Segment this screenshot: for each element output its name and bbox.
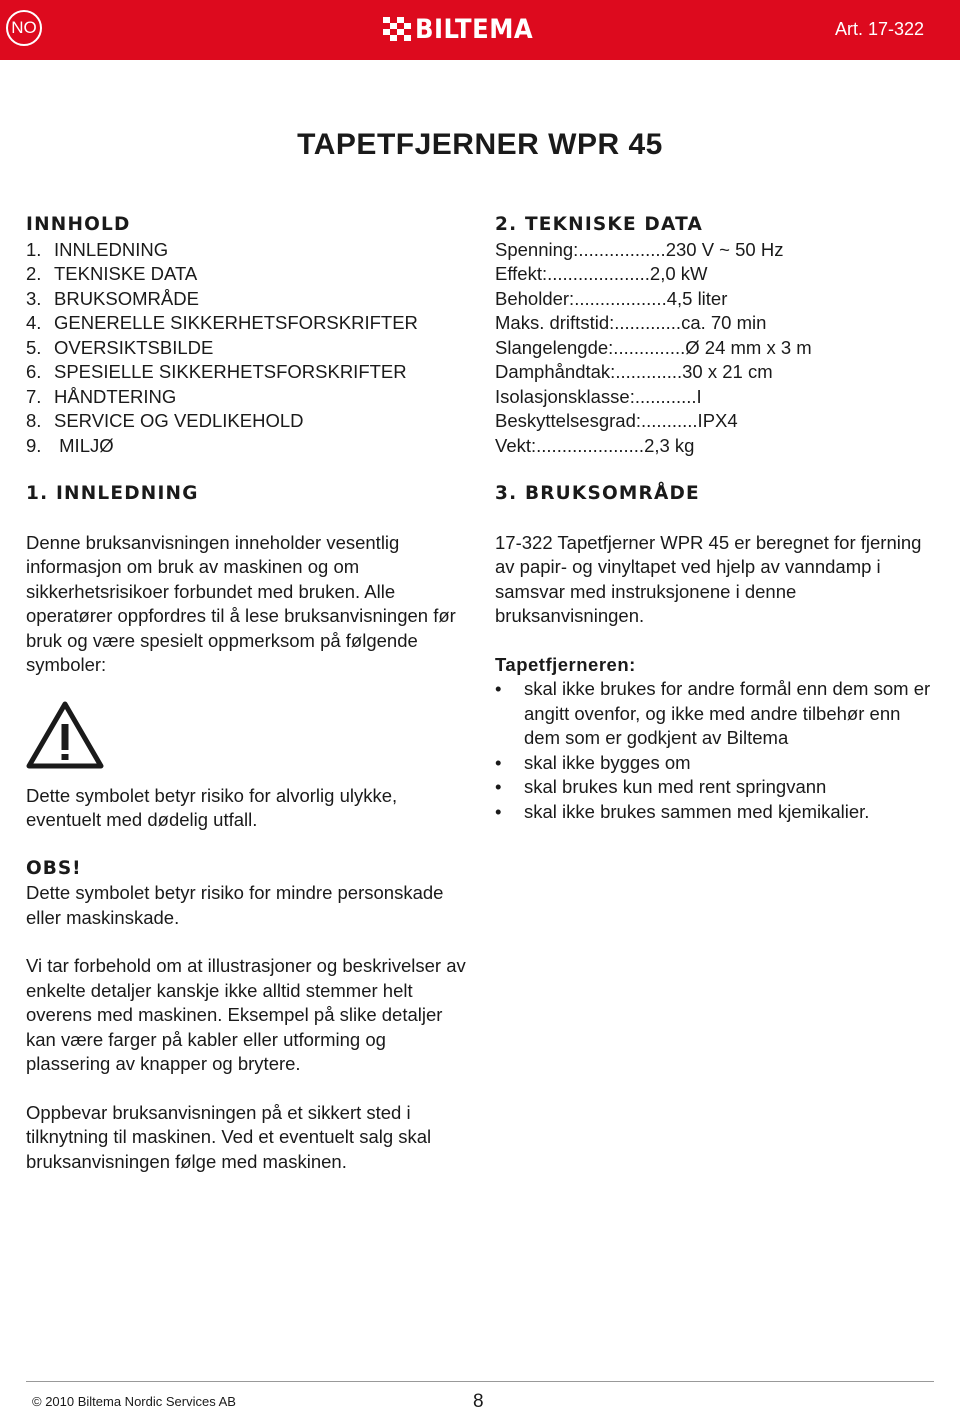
obs-description: Dette symbolet betyr risiko for mindre personskade eller maskinskade. xyxy=(26,882,444,928)
toc-number: 9. xyxy=(26,434,42,456)
list-item xyxy=(495,775,935,800)
toc-label: SERVICE OG VEDLIKEHOLD xyxy=(54,410,304,431)
toc-label: BRUKSOMRÅDE xyxy=(54,287,199,309)
footer-divider xyxy=(26,1381,934,1382)
spec-row: Damphåndtak:.............30 x 21 cm xyxy=(495,361,773,382)
toc-label: OVERSIKTSBILDE xyxy=(54,336,214,358)
list-item xyxy=(495,800,935,825)
bullet-icon: • xyxy=(495,751,502,773)
page-number: 8 xyxy=(473,1391,484,1412)
spec-row: Beskyttelsesgrad:...........IPX4 xyxy=(495,410,738,431)
toc-item xyxy=(26,238,466,263)
toc-item xyxy=(26,385,466,410)
toc-item xyxy=(26,287,466,312)
toc-number: 5. xyxy=(26,336,42,358)
bullet-text: skal ikke brukes sammen med kjemikalier. xyxy=(524,800,870,822)
section-heading-intro: 1. INNLEDNING xyxy=(26,483,199,504)
copyright-notice: © 2010 Biltema Nordic Services AB xyxy=(32,1394,236,1409)
toc-number: 2. xyxy=(26,263,42,284)
spec-row: Slangelengde:..............Ø 24 mm x 3 m xyxy=(495,336,812,358)
section-heading-usage: 3. BRUKSOMRÅDE xyxy=(495,483,700,504)
bullet-icon: • xyxy=(495,800,502,822)
usage-subheading: Tapetfjerneren: xyxy=(495,653,636,675)
spec-row: Vekt:.....................2,3 kg xyxy=(495,434,695,456)
toc-number: 1. xyxy=(26,238,42,260)
article-number: Art. 17-322 xyxy=(834,19,924,39)
spec-row: Isolasjonsklasse:............I xyxy=(495,385,702,407)
bullet-text: skal ikke bygges om xyxy=(524,751,691,773)
toc-label: SPESIELLE SIKKERHETSFORSKRIFTER xyxy=(54,361,407,382)
toc-item xyxy=(26,336,466,361)
bullet-icon: • xyxy=(495,776,502,797)
bullet-text: skal ikke brukes for andre formål enn dem som er angitt ovenfor, og ikke med andre tilbehør enn dem som er godkjent av Biltema xyxy=(524,678,931,748)
usage-bullet-list xyxy=(495,677,935,824)
document-title: TAPETFJERNER WPR 45 xyxy=(297,128,663,161)
left-column xyxy=(26,213,466,1174)
toc-number: 6. xyxy=(26,361,42,382)
toc-number: 8. xyxy=(26,410,42,431)
section-heading-tech: 2. TEKNISKE DATA xyxy=(495,214,703,235)
toc-number: 7. xyxy=(26,385,42,407)
warning-triangle-icon xyxy=(26,700,466,780)
spec-row: Spenning:.................230 V ~ 50 Hz xyxy=(495,238,784,260)
spec-row: Effekt:....................2,0 kW xyxy=(495,263,708,284)
toc-item xyxy=(26,360,466,385)
list-item xyxy=(495,677,935,751)
tech-spec-list xyxy=(495,238,935,459)
spec-row: Maks. driftstid:.............ca. 70 min xyxy=(495,312,767,333)
language-badge: NO xyxy=(6,10,42,46)
toc-label: GENERELLE SIKKERHETSFORSKRIFTER xyxy=(54,312,418,333)
brand-name: BILTEMA xyxy=(415,13,534,45)
intro-paragraph: Denne bruksanvisningen inneholder vesentlig informasjon om bruk av maskinen og om sikkerhetsrisikoer forbundet med bruken. Alle operatører oppfordres til å lese bruksanvisningen før bruk og være spesielt oppmerksom på følgende symboler: xyxy=(26,531,456,675)
table-of-contents xyxy=(26,238,466,459)
list-item xyxy=(495,751,935,776)
warning-description: Dette symbolet betyr risiko for alvorlig ulykke, eventuelt med dødelig utfall. xyxy=(26,784,398,830)
header-bar xyxy=(0,0,960,60)
toc-item xyxy=(26,434,466,459)
bullet-icon: • xyxy=(495,678,502,699)
toc-heading: INNHOLD xyxy=(26,214,131,235)
right-column xyxy=(495,213,935,824)
brand-logo xyxy=(383,14,533,44)
spec-row: Beholder:..................4,5 liter xyxy=(495,287,728,309)
toc-number: 4. xyxy=(26,312,42,333)
toc-item xyxy=(26,262,466,287)
storage-paragraph: Oppbevar bruksanvisningen på et sikkert sted i tilknytning til maskinen. Ved et eventuelt salg skal bruksanvisningen følge med maskinen. xyxy=(26,1101,432,1172)
toc-item xyxy=(26,409,466,434)
checkered-flag-icon xyxy=(383,17,411,41)
toc-label: MILJØ xyxy=(54,434,114,456)
bullet-text: skal brukes kun med rent springvann xyxy=(524,776,827,797)
toc-item xyxy=(26,311,466,336)
usage-paragraph: 17-322 Tapetfjerner WPR 45 er beregnet for fjerning av papir- og vinyltapet ved hjelp av vanndamp i samsvar med instruksjonene i denne bruksanvisningen. xyxy=(495,531,922,626)
toc-label: TEKNISKE DATA xyxy=(54,263,198,284)
toc-label: INNLEDNING xyxy=(54,238,169,260)
obs-label: OBS! xyxy=(26,857,82,879)
disclaimer-paragraph: Vi tar forbehold om at illustrasjoner og beskrivelser av enkelte detaljer kanskje ikke alltid stemmer helt overens med maskinen. Eksempel på slike detaljer kan være farger på kabler eller utforming og plassering av knapper og brytere. xyxy=(26,955,466,1074)
toc-number: 3. xyxy=(26,287,42,309)
toc-label: HÅNDTERING xyxy=(54,385,177,407)
